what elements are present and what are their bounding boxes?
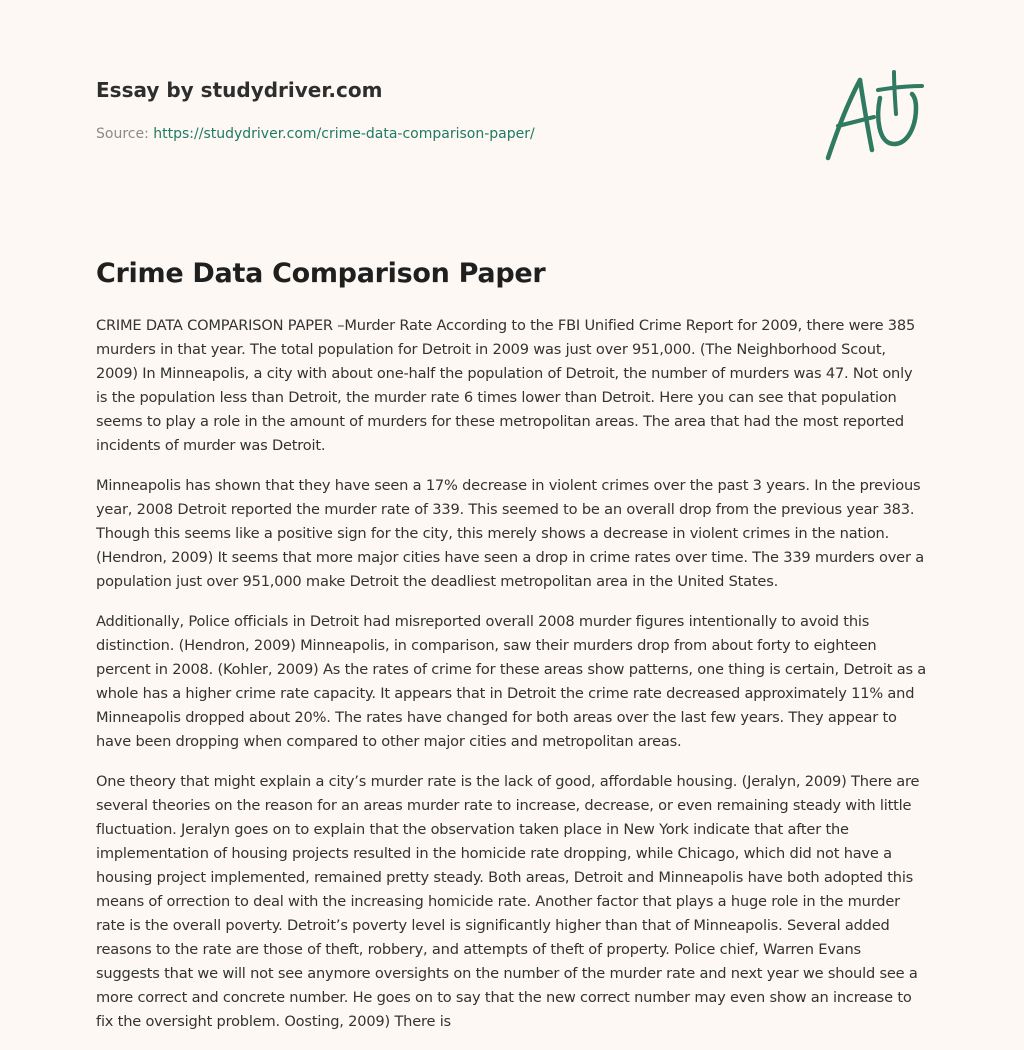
paragraph: One theory that might explain a city’s murder rate is the lack of good, affordable housing. (Jeralyn, 2009) There are several theories on the reason for an areas murder rate to increase, decrease, or even remaining steady with little fluctuation. Jeralyn goes on to explain that the observation taken place in New York indicate that after the implementation of housing projects resulted in the homicide rate dropping, while Chicago, which did not have a housing project implemented, remained pretty steady. Both areas, Detroit and Minneapolis have both adopted this means of orrection to deal with the increasing homicide rate. Another factor that plays a huge role in the murder rate is the overall poverty. Detroit’s poverty level is significantly higher than that of Minneapolis. Several added reasons to the rate are those of theft, robbery, and attempts of theft of property. Police chief, Warren Evans suggests that we will not see anymore oversights on the number of the murder rate and next year we should see a more correct and concrete number. He goes on to say that the new correct number may even show an increase to fix the oversight problem. Oosting, 2009) There is (96, 773, 920, 1030)
page-title: Crime Data Comparison Paper (96, 258, 546, 289)
paragraph: CRIME DATA COMPARISON PAPER –Murder Rate According to the FBI Unified Crime Report for 2009, there were 385 murders in that year. The total population for Detroit in 2009 was just over 951,000. (The Neighborhood Scout, 2009) In Minneapolis, a city with about one-half the population of Detroit, the number of murders was 47. Not only is the population less than Detroit, the murder rate 6 times lower than Detroit. Here you can see that population seems to play a role in the amount of murders for these metropolitan areas. The area that had the most reported incidents of murder was Detroit. (96, 317, 916, 454)
site-brand: Essay by studydriver.com (96, 78, 383, 102)
paragraph: Minneapolis has shown that they have seen a 17% decrease in violent crimes over the past 3 years. In the previous year, 2008 Detroit reported the murder rate of 339. This seemed to be an overall drop from the previous year 383. Though this seems like a positive sign for the city, this merely shows a decrease in violent crimes in the nation. (Hendron, 2009) It seems that more major cities have seen a drop in crime rates over time. The 339 murders over a population just over 951,000 make Detroit the deadliest metropolitan area in the United States. (96, 477, 924, 590)
source-label: Source: (96, 126, 149, 142)
paragraph: Additionally, Police officials in Detroit had misreported overall 2008 murder figures intentionally to avoid this distinction. (Hendron, 2009) Minneapolis, in comparison, saw their murders drop from about forty to eighteen percent in 2008. (Kohler, 2009) As the rates of crime for these areas show patterns, one thing is certain, Detroit as a whole has a higher crime rate capacity. It appears that in Detroit the crime rate decreased approximately 11% and Minneapolis dropped about 20%. The rates have changed for both areas over the last few years. They appear to have been dropping when compared to other major cities and metropolitan areas. (96, 613, 927, 750)
source-line (96, 124, 796, 144)
a-plus-icon (822, 68, 926, 164)
page-header (96, 76, 796, 144)
essay-body (96, 314, 928, 1050)
source-link[interactable]: https://studydriver.com/crime-data-comparison-paper/ (153, 126, 535, 142)
